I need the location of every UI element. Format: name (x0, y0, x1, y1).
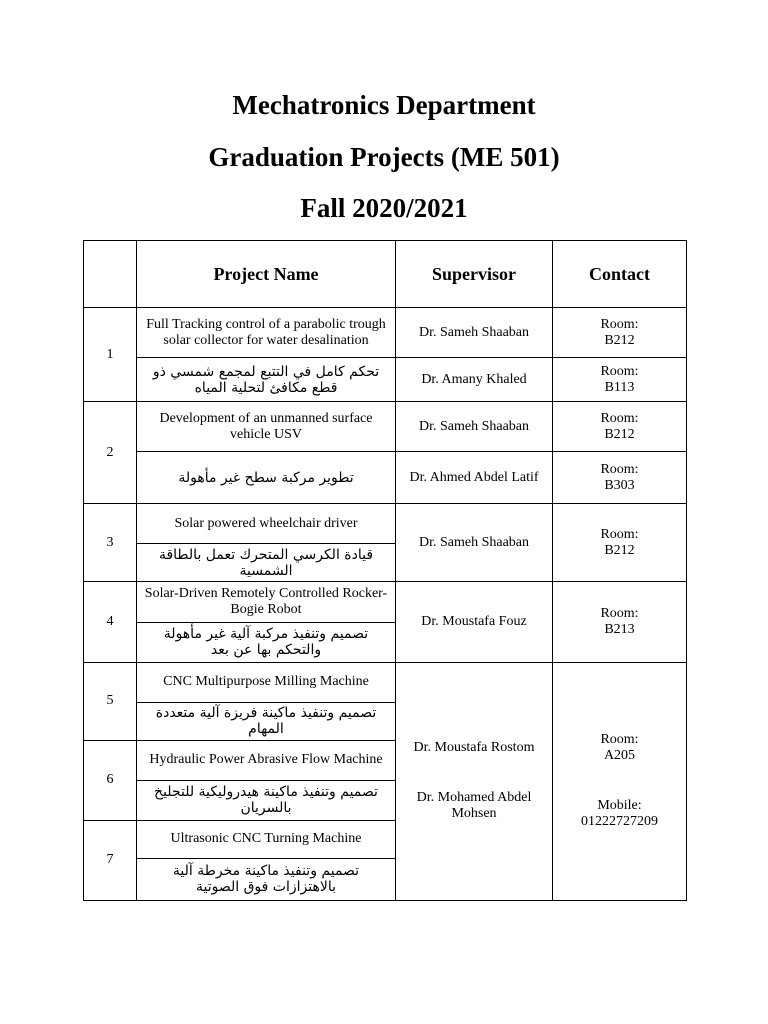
project-number: 2 (84, 402, 137, 504)
contact-label: Room: (600, 410, 639, 426)
supervisor-cell: Dr. Amany Khaled (396, 358, 553, 402)
table-row (84, 308, 687, 358)
header-number (84, 241, 137, 308)
project-number: 3 (84, 504, 137, 582)
semester-title: Fall 2020/2021 (300, 193, 468, 223)
supervisor-name: Dr. Mohamed Abdel Mohsen (416, 790, 532, 822)
project-name-ar: تصميم وتنفيذ ماكينة مخرطة آلية بالاهتزازات فوق الصوتية (137, 858, 396, 900)
contact-label: Room: (600, 606, 639, 621)
contact-label: Room: (600, 461, 639, 477)
project-name-en: Development of an unmanned surface vehicle USV (137, 402, 396, 452)
contact-room: B303 (604, 477, 635, 493)
table-row (84, 358, 687, 402)
table-row (84, 662, 687, 702)
project-name-en: CNC Multipurpose Milling Machine (137, 662, 396, 702)
contact-room: B212 (604, 332, 635, 348)
header-contact: Contact (553, 241, 687, 308)
header-project-name: Project Name (137, 241, 396, 308)
project-name-ar: تصميم وتنفيذ ماكينة فريزة آلية متعددة المهام (137, 702, 396, 740)
project-number: 7 (84, 820, 137, 900)
project-name-ar: قيادة الكرسي المتحرك تعمل بالطاقة الشمسية (137, 544, 396, 582)
contact-room: B113 (604, 379, 635, 395)
supervisor-cell: Dr. Sameh Shaaban (396, 504, 553, 582)
contact-cell (553, 308, 687, 358)
contact-room: B213 (604, 622, 635, 637)
course-title: Graduation Projects (ME 501) (208, 142, 560, 172)
project-name-ar: تطوير مركبة سطح غير مأهولة (137, 452, 396, 504)
contact-label: Room: (600, 732, 639, 748)
contact-room: A205 (603, 748, 636, 764)
table-row (84, 402, 687, 452)
project-name-ar: تصميم وتنفيذ مركبة آلية غير مأهولة والتحكم بها عن بعد (137, 622, 396, 662)
project-number: 4 (84, 582, 137, 662)
project-number: 5 (84, 662, 137, 740)
project-name-ar: تصميم وتنفيذ ماكينة هيدروليكية للتجليخ بالسريان (137, 780, 396, 820)
project-name-ar: تحكم كامل في التتبع لمجمع شمسي ذو قطع مكافئ لتحلية المياه (137, 358, 396, 402)
department-title: Mechatronics Department (232, 90, 536, 120)
supervisor-cell: Dr. Sameh Shaaban (396, 402, 553, 452)
header-supervisor: Supervisor (396, 241, 553, 308)
contact-mobile: 01222727209 (581, 814, 658, 830)
table-row (84, 582, 687, 622)
contact-label: Room: (600, 363, 639, 379)
project-number: 1 (84, 308, 137, 402)
contact-room: B212 (604, 542, 635, 558)
table-row (84, 504, 687, 544)
table-row (84, 452, 687, 504)
project-name-en: Solar powered wheelchair driver (137, 504, 396, 544)
contact-cell (553, 582, 687, 662)
contact-cell (553, 504, 687, 582)
contact-cell (553, 452, 687, 504)
project-name-en: Hydraulic Power Abrasive Flow Machine (137, 740, 396, 780)
supervisor-cell-group (396, 662, 553, 900)
contact-room: B212 (604, 426, 635, 442)
supervisor-cell: Dr. Sameh Shaaban (396, 308, 553, 358)
project-name-en: Full Tracking control of a parabolic trough solar collector for water desalination (137, 308, 396, 358)
contact-label: Room: (600, 526, 639, 542)
contact-cell (553, 358, 687, 402)
supervisor-name: Dr. Moustafa Rostom (413, 740, 535, 756)
contact-cell (553, 402, 687, 452)
projects-table (83, 240, 687, 901)
project-name-en: Solar-Driven Remotely Controlled Rocker-Bogie Robot (137, 582, 396, 622)
project-name-en: Ultrasonic CNC Turning Machine (137, 820, 396, 858)
contact-mobile-label: Mobile: (597, 798, 642, 814)
table-header-row (84, 241, 687, 308)
supervisor-cell: Dr. Moustafa Fouz (396, 582, 553, 662)
supervisor-cell: Dr. Ahmed Abdel Latif (396, 452, 553, 504)
project-number: 6 (84, 740, 137, 820)
contact-cell-group (553, 662, 687, 900)
contact-label: Room: (600, 316, 639, 332)
